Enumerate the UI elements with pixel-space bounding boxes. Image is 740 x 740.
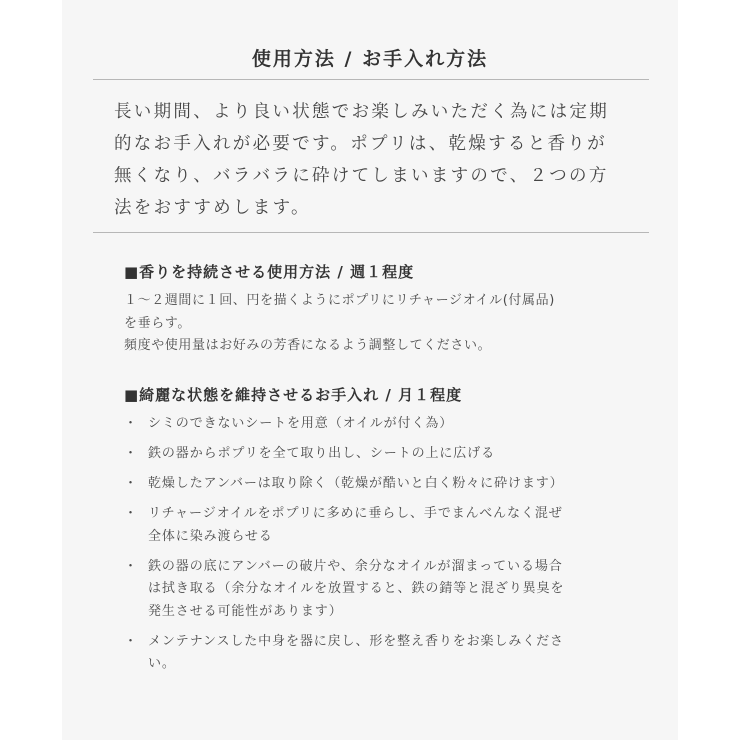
- bullet-mark: ・: [124, 446, 138, 461]
- list-item: [124, 556, 624, 624]
- body-line: を垂らす。: [124, 315, 191, 331]
- list-item-line: 全体に染み渡らせる: [148, 528, 273, 544]
- intro-line: 無くなり、バラバラに砕けてしまいますので、２つの方: [114, 166, 609, 186]
- body-line: 頻度や使用量はお好みの芳香になるよう調整してください。: [124, 338, 492, 353]
- list-item-line: メンテナンスした中身を器に戻し、形を整え香りをお楽しみくださ: [148, 633, 564, 649]
- intro-line: 法をおすすめします。: [114, 198, 311, 218]
- list-item-line: 発生させる可能性があります）: [148, 603, 343, 619]
- list-item-line: シミのできないシートを用意（オイルが付く為）: [148, 416, 454, 431]
- bullet-mark: ・: [124, 558, 138, 574]
- intro-line: 長い期間、より良い状態でお楽しみいただく為には定期: [114, 102, 609, 122]
- section-body-fragrance: [124, 290, 624, 358]
- page-title: 使用方法 / お手入れ方法: [251, 48, 489, 70]
- intro-divider: [93, 232, 649, 233]
- list-item-line: は拭き取る（余分なオイルを放置すると、鉄の錆等と混ざり異臭を: [148, 581, 565, 596]
- list-item: [124, 503, 624, 548]
- bullet-mark: ・: [124, 416, 138, 431]
- list-item-line: 鉄の器からポプリを全て取り出し、シートの上に広げる: [148, 446, 495, 461]
- list-item-line: 乾燥したアンバーは取り除く（乾燥が酷いと白く粉々に砕けます）: [148, 476, 564, 491]
- list-item-line: リチャージオイルをポプリに多めに垂らし、手でまんべんなく混ぜ: [148, 506, 563, 521]
- maintenance-steps-list: [124, 413, 624, 683]
- intro-paragraph: [114, 96, 634, 224]
- content-panel: [62, 0, 678, 740]
- list-item: [124, 473, 624, 496]
- list-item: [124, 413, 624, 436]
- list-item-line: い。: [148, 656, 176, 671]
- section-heading-fragrance: ■香りを持続させる使用方法 / 週１程度: [124, 263, 415, 281]
- list-item: [124, 443, 624, 466]
- bullet-mark: ・: [124, 506, 138, 521]
- list-item-line: 鉄の器の底にアンバーの破片や、余分なオイルが溜まっている場合: [148, 558, 563, 574]
- bullet-mark: ・: [124, 633, 138, 649]
- body-line: １～２週間に１回、円を描くようにポプリにリチャージオイル(付属品): [124, 293, 555, 308]
- section-heading-maintenance: ■綺麗な状態を維持させるお手入れ / 月１程度: [124, 386, 463, 404]
- list-item: [124, 631, 624, 676]
- intro-line: 的なお手入れが必要です。ポプリは、乾燥すると香りが: [114, 134, 607, 154]
- title-divider: [93, 79, 649, 80]
- bullet-mark: ・: [124, 476, 138, 491]
